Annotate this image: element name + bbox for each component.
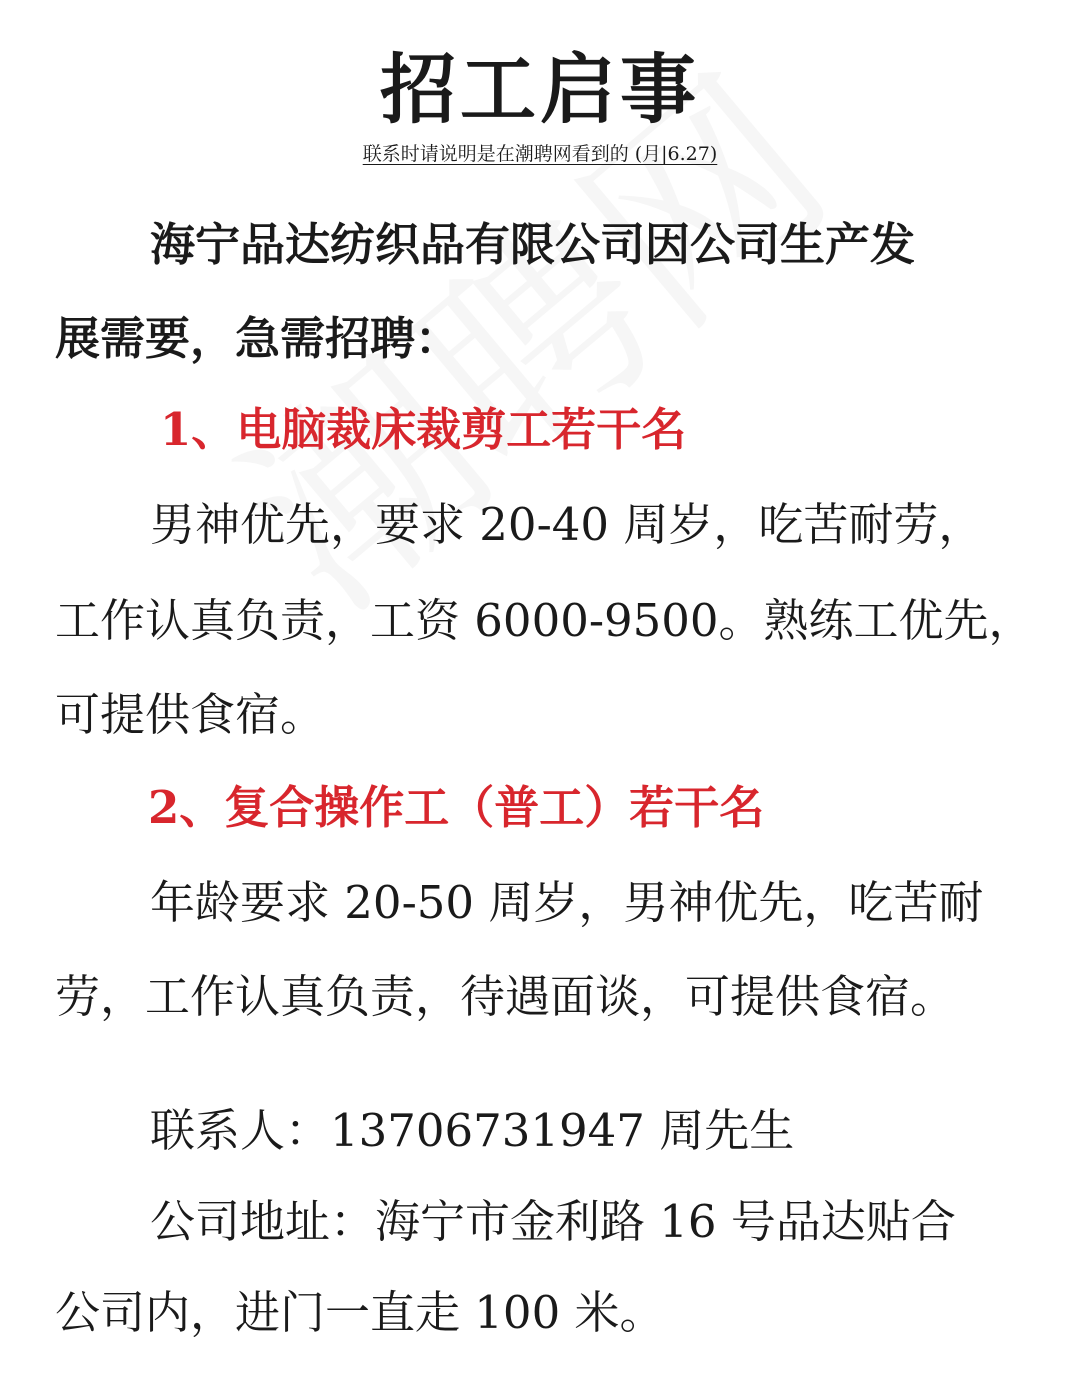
job1-line-1: 男神优先，要求 20-40 周岁，吃苦耐劳，	[150, 498, 984, 551]
contact-note-text: 联系时请说明是在潮聘网看到的 (月|6.27)	[362, 143, 718, 165]
job2-line-1: 年龄要求 20-50 周岁，男神优先，吃苦耐	[150, 876, 984, 929]
contact-person: 联系人：13706731947 周先生	[150, 1104, 795, 1157]
job1-line-3: 可提供食宿。	[55, 688, 326, 741]
job1-line-2: 工作认真负责，工资 6000-9500。熟练工优先，	[55, 594, 1034, 647]
job2-heading: 2、复合操作工（普工）若干名	[148, 781, 765, 834]
job2-line-2: 劳，工作认真负责，待遇面谈，可提供食宿。	[55, 970, 956, 1023]
address-line-2: 公司内，进门一直走 100 米。	[55, 1286, 665, 1339]
page-title: 招工启事	[380, 45, 700, 134]
job1-heading: 1、电脑裁床裁剪工若干名	[160, 403, 687, 456]
address-line-1: 公司地址：海宁市金利路 16 号品达贴合	[150, 1195, 956, 1248]
intro-line-2: 展需要，急需招聘：	[55, 312, 461, 365]
contact-note	[0, 145, 1080, 164]
intro-line-1: 海宁品达纺织品有限公司因公司生产发	[150, 218, 916, 271]
